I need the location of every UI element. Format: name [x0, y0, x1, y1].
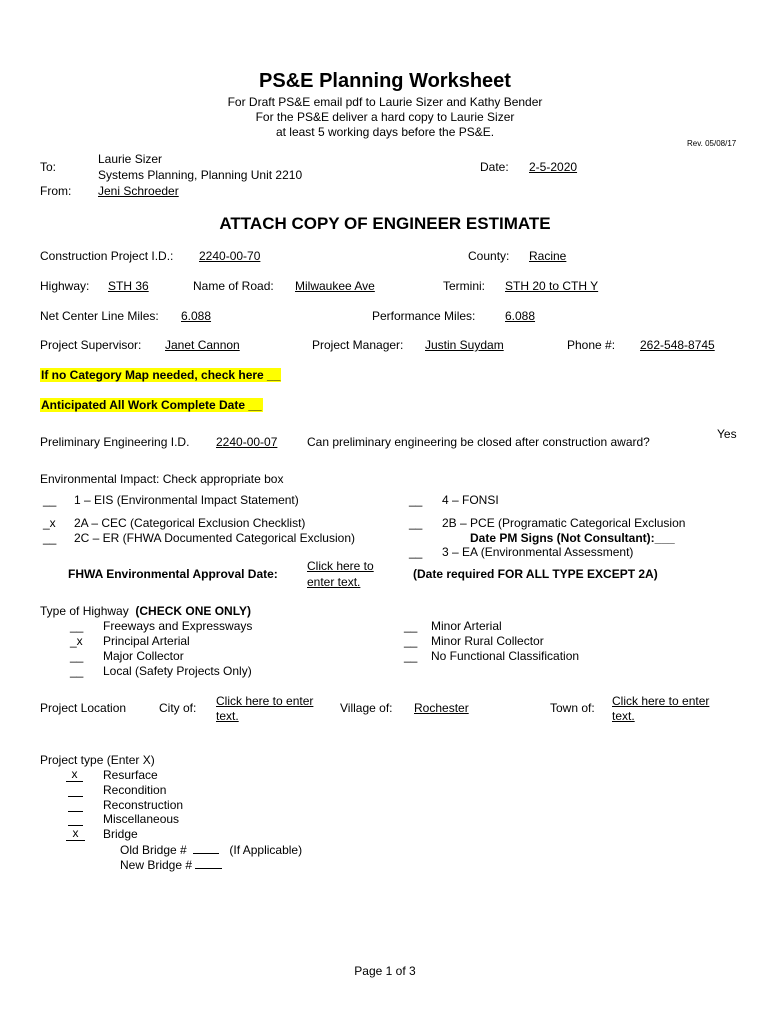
pce-checkbox[interactable]: __ — [409, 516, 423, 530]
from-name[interactable]: Jeni Schroeder — [98, 184, 179, 198]
new-bridge-row — [120, 857, 222, 872]
supervisor-label: Project Supervisor: — [40, 338, 142, 352]
date-required-note: (Date required FOR ALL TYPE EXCEPT 2A) — [413, 567, 658, 581]
supervisor-field[interactable]: Janet Cannon — [165, 338, 240, 352]
fhwa-approval-field-line1[interactable]: Click here to — [307, 559, 374, 573]
town-field-line2[interactable]: text. — [612, 709, 635, 723]
date-label: Date: — [480, 160, 509, 174]
fhwa-approval-label: FHWA Environmental Approval Date: — [68, 567, 278, 581]
highway-type-heading: Type of Highway (CHECK ONE ONLY) — [40, 604, 251, 618]
page-number: Page 1 of 3 — [354, 964, 416, 978]
highway-type-minor-rural-label: Minor Rural Collector — [431, 634, 544, 648]
town-field-line1[interactable]: Click here to enter — [612, 694, 710, 708]
highway-type-no-class-checkbox[interactable]: __ — [404, 649, 418, 663]
highway-field[interactable]: STH 36 — [108, 279, 149, 293]
project-id-label: Construction Project I.D.: — [40, 249, 174, 263]
category-map-checkbox[interactable]: If no Category Map needed, check here __ — [41, 368, 281, 382]
project-type-recondition-label: Recondition — [103, 783, 167, 797]
date-field[interactable]: 2-5-2020 — [529, 160, 578, 174]
prelim-close-question: Can preliminary engineering be closed after construction award? — [307, 435, 650, 449]
highway-type-freeways-label: Freeways and Expressways — [103, 619, 253, 633]
performance-miles-label: Performance Miles: — [372, 309, 476, 323]
city-field-line1[interactable]: Click here to enter — [216, 694, 314, 708]
manager-label: Project Manager: — [312, 338, 404, 352]
from-label: From: — [40, 184, 72, 198]
performance-miles-field[interactable]: 6.088 — [505, 309, 536, 323]
prelim-close-answer[interactable]: Yes — [717, 427, 737, 441]
subtitle-line-1: For Draft PS&E email pdf to Laurie Sizer and Kathy Bender — [227, 95, 543, 109]
to-unit: Systems Planning, Planning Unit 2210 — [98, 168, 303, 182]
highway-type-freeways-checkbox[interactable]: __ — [70, 619, 84, 633]
old-bridge-note: (If Applicable) — [229, 843, 303, 857]
location-label: Project Location — [40, 701, 127, 715]
prelim-eng-field[interactable]: 2240-00-07 — [216, 435, 278, 449]
phone-field[interactable]: 262-548-8745 — [640, 338, 715, 352]
eis-checkbox[interactable]: __ — [43, 493, 57, 507]
subtitle-line-2: For the PS&E deliver a hard copy to Laurie Sizer — [255, 110, 515, 124]
highway-type-minor-arterial-checkbox[interactable]: __ — [404, 619, 418, 633]
project-type-resurface-checkbox[interactable]: x — [66, 768, 83, 782]
road-field[interactable]: Milwaukee Ave — [295, 279, 375, 293]
termini-field[interactable]: STH 20 to CTH Y — [505, 279, 599, 293]
project-type-bridge-checkbox[interactable]: x — [66, 827, 85, 841]
village-label: Village of: — [340, 701, 393, 715]
city-field-line2[interactable]: text. — [216, 709, 239, 723]
city-label: City of: — [159, 701, 197, 715]
termini-label: Termini: — [443, 279, 486, 293]
prelim-eng-label: Preliminary Engineering I.D. — [40, 435, 190, 449]
highway-type-principal-label: Principal Arterial — [103, 634, 190, 648]
old-bridge-field[interactable] — [193, 842, 219, 854]
road-label: Name of Road: — [193, 279, 274, 293]
project-id-field[interactable]: 2240-00-70 — [199, 249, 261, 263]
fonsi-label: 4 – FONSI — [442, 493, 499, 507]
project-type-recondition-checkbox[interactable] — [68, 783, 83, 797]
town-label: Town of: — [550, 701, 595, 715]
page-title: PS&E Planning Worksheet — [259, 70, 511, 92]
attach-heading: ATTACH COPY OF ENGINEER ESTIMATE — [219, 214, 551, 233]
er-label: 2C – ER (FHWA Documented Categorical Exclusion) — [74, 531, 355, 545]
county-label: County: — [468, 249, 510, 263]
er-checkbox[interactable]: __ — [43, 531, 57, 545]
highway-type-minor-rural-checkbox[interactable]: __ — [404, 634, 418, 648]
ea-label: 3 – EA (Environmental Assessment) — [442, 545, 634, 559]
ea-checkbox[interactable]: __ — [409, 545, 423, 559]
to-label: To: — [40, 160, 57, 174]
subtitle-line-3: at least 5 working days before the PS&E. — [275, 125, 495, 139]
fonsi-checkbox[interactable]: __ — [409, 493, 423, 507]
ncl-miles-field[interactable]: 6.088 — [181, 309, 212, 323]
project-type-misc-label: Miscellaneous — [103, 812, 180, 826]
cec-label: 2A – CEC (Categorical Exclusion Checklist) — [74, 516, 306, 530]
project-type-heading: Project type (Enter X) — [40, 753, 155, 767]
old-bridge-row — [120, 842, 302, 857]
revision-date: Rev. 05/08/17 — [687, 139, 737, 148]
county-field[interactable]: Racine — [529, 249, 567, 263]
highway-label: Highway: — [40, 279, 90, 293]
highway-type-major-checkbox[interactable]: __ — [70, 649, 84, 663]
project-type-reconstruction-checkbox[interactable] — [68, 798, 83, 812]
project-type-resurface-label: Resurface — [103, 768, 158, 782]
project-type-reconstruction-label: Reconstruction — [103, 798, 184, 812]
highway-type-minor-arterial-label: Minor Arterial — [431, 619, 502, 633]
project-type-misc-checkbox[interactable] — [68, 812, 83, 826]
highway-type-local-checkbox[interactable]: __ — [70, 664, 84, 678]
to-name: Laurie Sizer — [98, 152, 163, 166]
cec-checkbox[interactable]: _x — [43, 516, 56, 530]
ncl-miles-label: Net Center Line Miles: — [40, 309, 159, 323]
highway-type-principal-checkbox[interactable]: _x — [70, 634, 83, 648]
pce-label: 2B – PCE (Programatic Categorical Exclusion — [442, 516, 686, 530]
pce-pm-sign-date[interactable]: Date PM Signs (Not Consultant):___ — [470, 531, 675, 545]
new-bridge-label: New Bridge # — [120, 858, 193, 872]
new-bridge-field[interactable] — [195, 857, 222, 869]
highway-type-local-label: Local (Safety Projects Only) — [103, 664, 252, 678]
manager-field[interactable]: Justin Suydam — [425, 338, 504, 352]
env-heading: Environmental Impact: Check appropriate box — [40, 472, 284, 486]
project-type-bridge-label: Bridge — [103, 827, 138, 841]
highway-type-no-class-label: No Functional Classification — [431, 649, 580, 663]
highway-type-major-label: Major Collector — [103, 649, 184, 663]
fhwa-approval-field-line2[interactable]: enter text. — [307, 575, 361, 589]
eis-label: 1 – EIS (Environmental Impact Statement) — [74, 493, 299, 507]
work-complete-date[interactable]: Anticipated All Work Complete Date __ — [41, 398, 262, 412]
phone-label: Phone #: — [567, 338, 616, 352]
old-bridge-label: Old Bridge # — [120, 843, 187, 857]
village-field[interactable]: Rochester — [414, 701, 469, 715]
